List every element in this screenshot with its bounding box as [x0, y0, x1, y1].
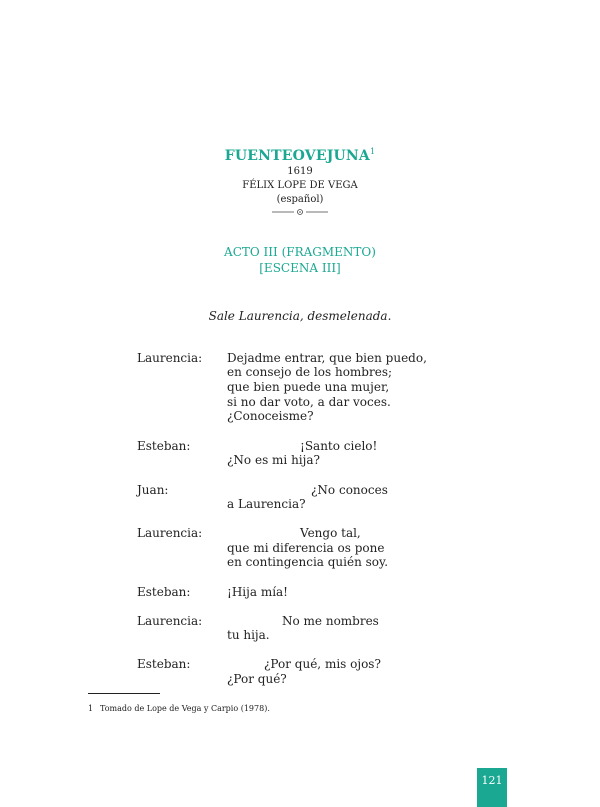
verse-line: que mi diferencia os pone [227, 541, 385, 555]
verse-line: Vengo tal, [300, 526, 361, 540]
play-author: FÉLIX LOPE DE VEGA [242, 180, 358, 191]
verse-line: que bien puede una mujer, [227, 380, 390, 394]
verse-line: ¿No conoces [311, 483, 388, 497]
footnote-marker: 1 [369, 147, 376, 156]
verse-line: en contingencia quién soy. [227, 555, 389, 569]
verse-line: si no dar voto, a dar voces. [227, 395, 391, 409]
verse-line: ¡Hija mía! [227, 585, 289, 599]
speaker-name: Laurencia: [137, 614, 203, 628]
scene-heading: [ESCENA III] [259, 261, 341, 275]
verse-line: ¿Por qué, mis ojos? [264, 657, 381, 671]
verse-line: ¿No es mi hija? [227, 453, 320, 467]
verse-line: tu hija. [227, 628, 270, 642]
ornament-divider-icon [270, 207, 330, 217]
play-title [0, 147, 600, 164]
verse-line: a Laurencia? [227, 497, 306, 511]
verse-line: Dejadme entrar, que bien puedo, [227, 351, 427, 365]
act-heading: ACTO III (FRAGMENTO) [224, 245, 376, 259]
speaker-name: Juan: [137, 483, 169, 497]
speaker-name: Laurencia: [137, 526, 203, 540]
footnote [88, 704, 270, 713]
play-year: 1619 [287, 166, 313, 177]
verse-line: en consejo de los hombres; [227, 365, 393, 379]
stage-direction: Sale Laurencia, desmelenada. [208, 309, 392, 323]
speaker-name: Esteban: [137, 439, 191, 453]
footnote-text: Tomado de Lope de Vega y Carpio (1978). [100, 704, 270, 713]
verse-line: ¿Conoceisme? [227, 409, 314, 423]
play-language: (español) [276, 194, 324, 205]
footnote-rule [88, 693, 160, 694]
verse-line: No me nombres [282, 614, 379, 628]
play-title-text: FUENTEOVEJUNA [224, 148, 370, 164]
footnote-number: 1 [88, 704, 94, 713]
speaker-name: Esteban: [137, 585, 191, 599]
page-number: 121 [481, 774, 503, 787]
page-number-badge [477, 768, 507, 807]
verse-line: ¿Por qué? [227, 672, 287, 686]
speaker-name: Laurencia: [137, 351, 203, 365]
speaker-name: Esteban: [137, 657, 191, 671]
verse-line: ¡Santo cielo! [300, 439, 378, 453]
